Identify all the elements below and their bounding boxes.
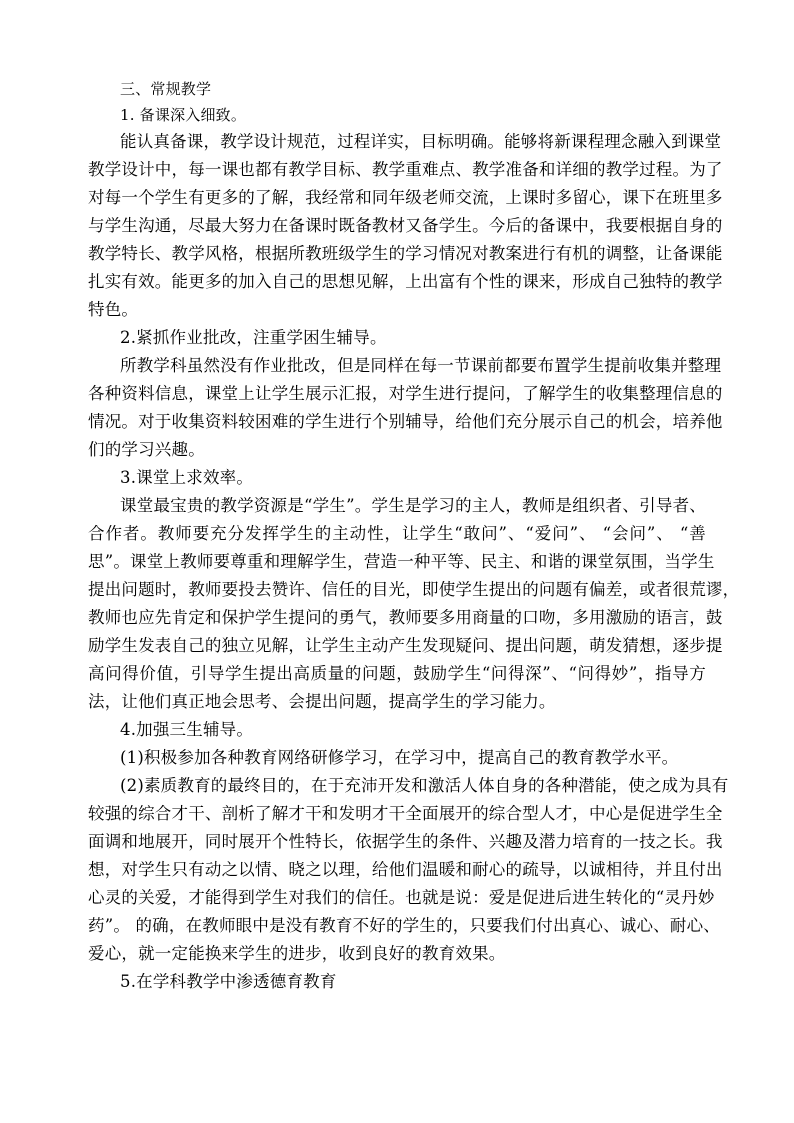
- paragraph-line: 思”。课堂上教师要尊重和理解学生，营造一种平等、民主、和谐的课堂氛围，当学生: [88, 552, 715, 571]
- paragraph-line: 能认真备课，教学设计规范，过程详实，目标明确。能够将新课程理念融入到课堂: [120, 132, 722, 151]
- paragraph-line: 高问得价值，引导学生提出高质量的问题，鼓励学生“问得深”、“问得妙”，指导方: [88, 664, 706, 683]
- paragraph-line: 法，让他们真正地会思考、会提出问题，提高学生的学习能力。: [88, 692, 556, 711]
- paragraph-line: 想，对学生只有动之以情、晓之以理，给他们温暖和耐心的疏导，以诚相待，并且付出: [88, 860, 723, 879]
- paragraph-line: 对每一个学生有更多的了解，我经常和同年级老师交流，上课时多留心，课下在班里多: [88, 188, 723, 207]
- item-heading-classroom-efficiency: 3.课堂上求效率。: [120, 468, 254, 487]
- item-heading-homework: 2.紧抓作业批改，注重学困生辅导。: [120, 328, 387, 347]
- item-heading-lesson-prep: 1. 备课深入细致。: [120, 106, 247, 124]
- paragraph-line: 所教学科虽然没有作业批改，但是同样在每一节课前都要布置学生提前收集并整理: [120, 356, 722, 375]
- paragraph-line: 教学特长、教学风格，根据所教班级学生的学习情况对教案进行有机的调整，让备课能: [88, 244, 723, 263]
- paragraph-line: 扎实有效。能更多的加入自己的思想见解，上出富有个性的课来，形成自己独特的教学: [88, 272, 723, 291]
- paragraph-line: 们的学习兴趣。: [88, 440, 205, 459]
- paragraph-line: 特色。: [88, 300, 139, 319]
- paragraph-line: 心灵的关爱，才能得到学生对我们的信任。也就是说：爱是促进后进生转化的“灵丹妙: [88, 888, 715, 907]
- paragraph-line: 面调和地展开，同时展开个性特长，依据学生的条件、兴趣及潜力培育的一技之长。我: [88, 832, 723, 851]
- paragraph-line: 合作者。教师要充分发挥学生的主动性，让学生“敢问”、“爱问”、 “会问”、 “善: [88, 524, 706, 543]
- paragraph-line: (1)积极参加各种教育网络研修学习，在学习中，提高自己的教育教学水平。: [120, 748, 679, 767]
- paragraph-line: 励学生发表自己的独立见解，让学生主动产生发现疑问、提出问题，萌发猜想，逐步提: [88, 636, 723, 655]
- paragraph-line: 与学生沟通，尽最大努力在备课时既备教材又备学生。今后的备课中，我要根据自身的: [88, 216, 723, 235]
- paragraph-line: 课堂最宝贵的教学资源是“学生”。学生是学习的主人，教师是组织者、引导者、: [120, 496, 706, 515]
- document-body: [88, 76, 740, 996]
- paragraph-line: 药”。 的确，在教师眼中是没有教育不好的学生的，只要我们付出真心、诚心、耐心、: [88, 916, 720, 935]
- paragraph-line: 情况。对于收集资料较困难的学生进行个别辅导，给他们充分展示自己的机会，培养他: [88, 412, 723, 431]
- section-heading-routine-teaching: 三、常规教学: [120, 80, 212, 98]
- paragraph-line: 爱心，就一定能换来学生的进步，收到良好的教育效果。: [88, 944, 506, 963]
- item-heading-moral-education: 5.在学科教学中渗透德育教育: [120, 972, 337, 991]
- paragraph-line: 提出问题时，教师要投去赞许、信任的目光，即使学生提出的问题有偏差，或者很荒谬，: [88, 580, 740, 599]
- paragraph-line: (2)素质教育的最终目的，在于充沛开发和激活人体自身的各种潜能，使之成为具有: [120, 776, 729, 795]
- paragraph-line: 教学设计中，每一课也都有教学目标、教学重难点、教学准备和详细的教学过程。为了: [88, 160, 723, 179]
- paragraph-line: 各种资料信息，课堂上让学生展示汇报，对学生进行提问，了解学生的收集整理信息的: [88, 384, 723, 403]
- item-heading-student-guidance: 4.加强三生辅导。: [120, 720, 254, 739]
- paragraph-line: 较强的综合才干、剖析了解才干和发明才干全面展开的综合型人才，中心是促进学生全: [88, 804, 723, 823]
- paragraph-line: 教师也应先肯定和保护学生提问的勇气，教师要多用商量的口吻，多用激励的语言，鼓: [88, 608, 723, 627]
